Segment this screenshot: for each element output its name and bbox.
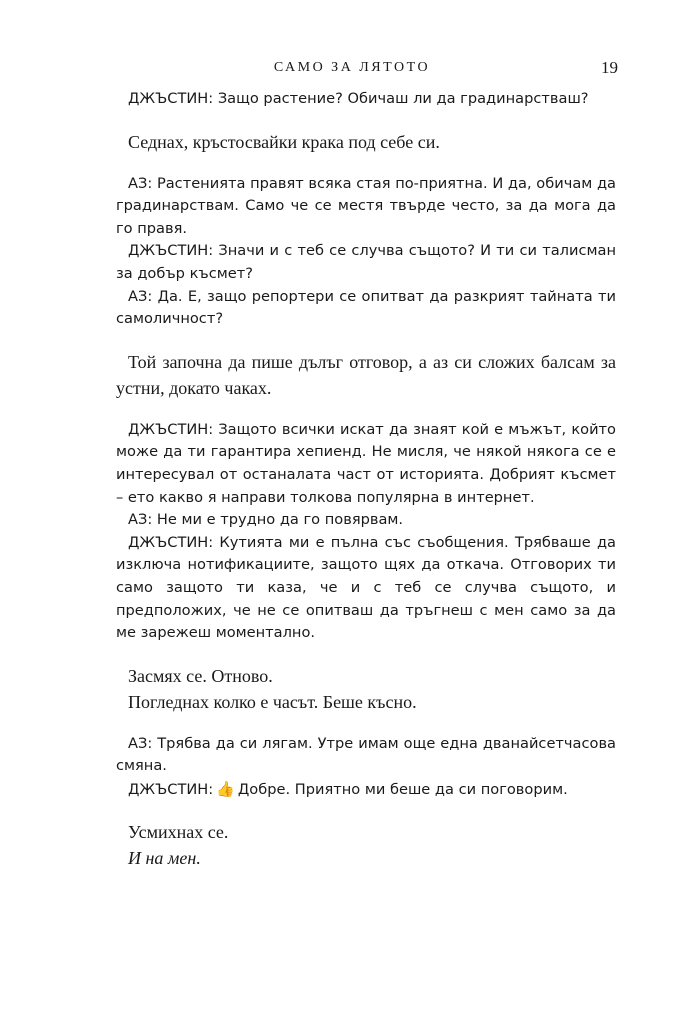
thumbs-up-icon: 👍 (216, 779, 235, 798)
running-title: САМО ЗА ЛЯТОТО (273, 60, 431, 75)
narration-paragraph-italic: И на мен. (128, 848, 201, 869)
chat-line: ДЖЪСТИН: Защо растение? Обичаш ли да градинарстваш? (128, 90, 589, 107)
speaker-label: ДЖЪСТИН: (128, 780, 214, 798)
chat-line: ДЖЪСТИН: Защото всички искат да знаят кой е мъжът, който може да ти гарантира хепиенд. Не мисля, че някой някога се е интересувал от останалата част от историята. Добрият късмет – ето какво я направи толкова популярна в интернет. (116, 420, 616, 506)
page-header (0, 56, 700, 80)
chat-line: АЗ: Растенията правят всяка стая по-приятна. И да, обичам да градинарствам. Само че се местя твърде често, за да мога да го правя. (116, 174, 616, 237)
narration-paragraph: Той започна да пише дълъг отговор, а аз си сложих балсам за устни, докато чаках. (116, 351, 616, 398)
chat-text: Добре. Приятно ми беше да си поговорим. (237, 780, 568, 798)
narration-paragraph: Седнах, кръстосвайки крака под себе си. (128, 131, 440, 152)
page-number: 19 (601, 58, 618, 77)
narration-paragraph: Засмях се. Отново. (128, 665, 273, 686)
chat-line: АЗ: Да. Е, защо репортери се опитват да разкрият тайната ти самоличност? (116, 287, 616, 328)
chat-line: АЗ: Не ми е трудно да го повярвам. (128, 511, 404, 529)
narration-paragraph: Погледнах колко е часът. Беше късно. (128, 691, 417, 712)
narration-paragraph: Усмихнах се. (128, 822, 229, 843)
chat-line (116, 778, 616, 802)
chat-line: ДЖЪСТИН: Значи и с теб се случва същото? И ти си талисман за добър късмет? (116, 242, 616, 282)
page-body (116, 88, 616, 871)
chat-line: ДЖЪСТИН: Кутията ми е пълна със съобщения. Трябваше да изключа нотификациите, защото щях да откача. Отговорих ти само защото ти каза, че и с теб се случва същото, и предположих, че не се опитваш да тръгнеш с мен само за да ме зарежеш моментално. (116, 533, 616, 642)
chat-line: АЗ: Трябва да си лягам. Утре имам още една дванайсетчасова смяна. (116, 734, 616, 775)
